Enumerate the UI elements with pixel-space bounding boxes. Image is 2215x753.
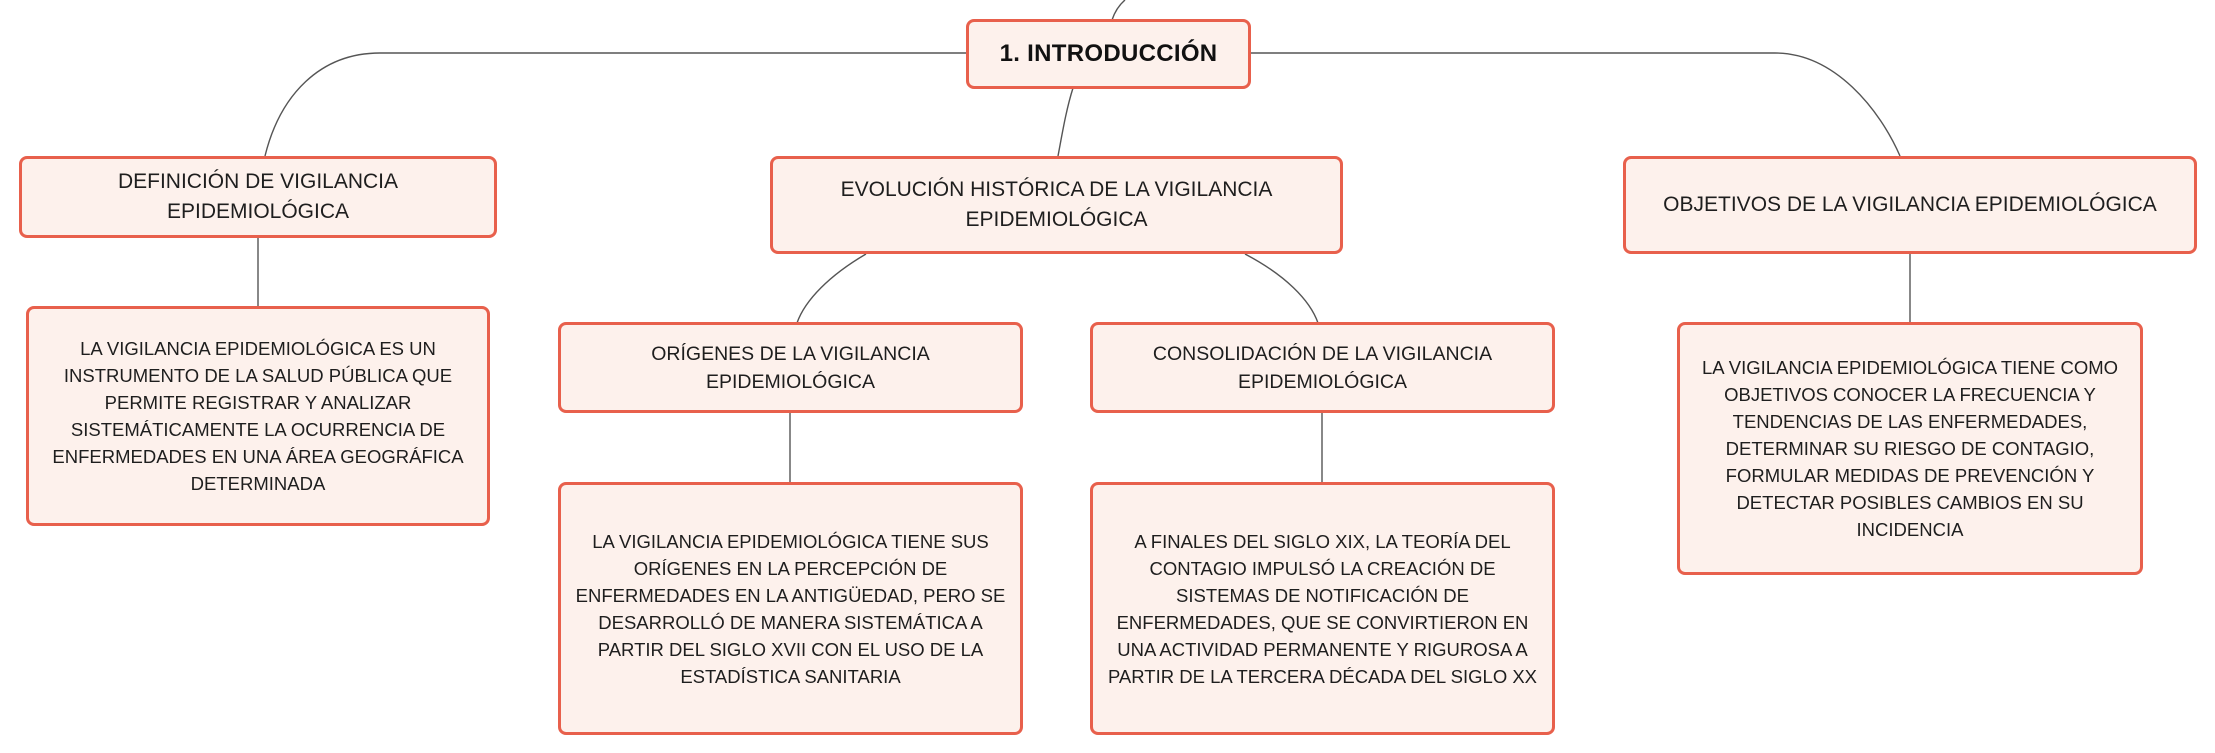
consolidacion-node[interactable] xyxy=(1090,322,1555,413)
objetivos-detail-node[interactable] xyxy=(1677,322,2143,575)
connector-root-evolucion xyxy=(1058,88,1073,156)
consolidacion-label: CONSOLIDACIÓN DE LA VIGILANCIA EPIDEMIOLÓGICA xyxy=(1152,342,1493,393)
origenes-label: ORÍGENES DE LA VIGILANCIA EPIDEMIOLÓGICA xyxy=(651,342,930,393)
root-node[interactable] xyxy=(966,19,1251,89)
connector-evolucion-consolidacion xyxy=(1245,254,1318,323)
branch-objetivos-node[interactable] xyxy=(1623,156,2197,254)
branch-evolucion-node[interactable] xyxy=(770,156,1343,254)
consolidacion-detail-node[interactable] xyxy=(1090,482,1555,735)
consolidacion-detail-text: A FINALES DEL SIGLO XIX, LA TEORÍA DEL CONTAGIO IMPULSÓ LA CREACIÓN DE SISTEMAS DE NOTIFICACIÓN DE ENFERMEDADES, QUE SE CONVIRTIERON EN UNA ACTIVIDAD PERMANENTE Y RIGUROSA A PARTIR DE LA TERCERA DÉCADA DEL SIGLO XX xyxy=(1107,530,1538,687)
definicion-detail-text: LA VIGILANCIA EPIDEMIOLÓGICA ES UN INSTRUMENTO DE LA SALUD PÚBLICA QUE PERMITE REGISTRAR Y ANALIZAR SISTEMÁTICAMENTE LA OCURRENCIA DE ENFERMEDADES EN UNA ÁREA GEOGRÁFICA DETERMINADA xyxy=(52,338,464,494)
connector-root-objetivos xyxy=(1250,53,1900,156)
root-label: 1. INTRODUCCIÓN xyxy=(999,40,1218,67)
branch-objetivos-label: OBJETIVOS DE LA VIGILANCIA EPIDEMIOLÓGICA xyxy=(1663,193,2157,216)
connector-root-definicion xyxy=(265,53,966,156)
branch-definicion-node[interactable] xyxy=(19,156,497,238)
branch-evolucion-label: EVOLUCIÓN HISTÓRICA DE LA VIGILANCIA EPIDEMIOLÓGICA xyxy=(840,178,1273,231)
origenes-detail-text: LA VIGILANCIA EPIDEMIOLÓGICA TIENE SUS ORÍGENES EN LA PERCEPCIÓN DE ENFERMEDADES EN LA ANTIGÜEDAD, PERO SE DESARROLLÓ DE MANERA SISTEMÁTICA A PARTIR DEL SIGLO XVII CON EL USO DE LA ESTADÍSTICA SANITARIA xyxy=(575,530,1006,687)
objetivos-detail-text: LA VIGILANCIA EPIDEMIOLÓGICA TIENE COMO OBJETIVOS CONOCER LA FRECUENCIA Y TENDENCIAS DE LAS ENFERMEDADES, DETERMINAR SU RIESGO DE CONTAGIO, FORMULAR MEDIDAS DE PREVENCIÓN Y DETECTAR POSIBLES CAMBIOS EN SU INCIDENCIA xyxy=(1701,357,2119,540)
origenes-detail-node[interactable] xyxy=(558,482,1023,735)
origenes-node[interactable] xyxy=(558,322,1023,413)
branch-definicion-label: DEFINICIÓN DE VIGILANCIA EPIDEMIOLÓGICA xyxy=(117,170,399,223)
connector-parent-root xyxy=(1112,0,1125,20)
connector-evolucion-origenes xyxy=(797,254,866,323)
definicion-detail-node[interactable] xyxy=(26,306,490,526)
